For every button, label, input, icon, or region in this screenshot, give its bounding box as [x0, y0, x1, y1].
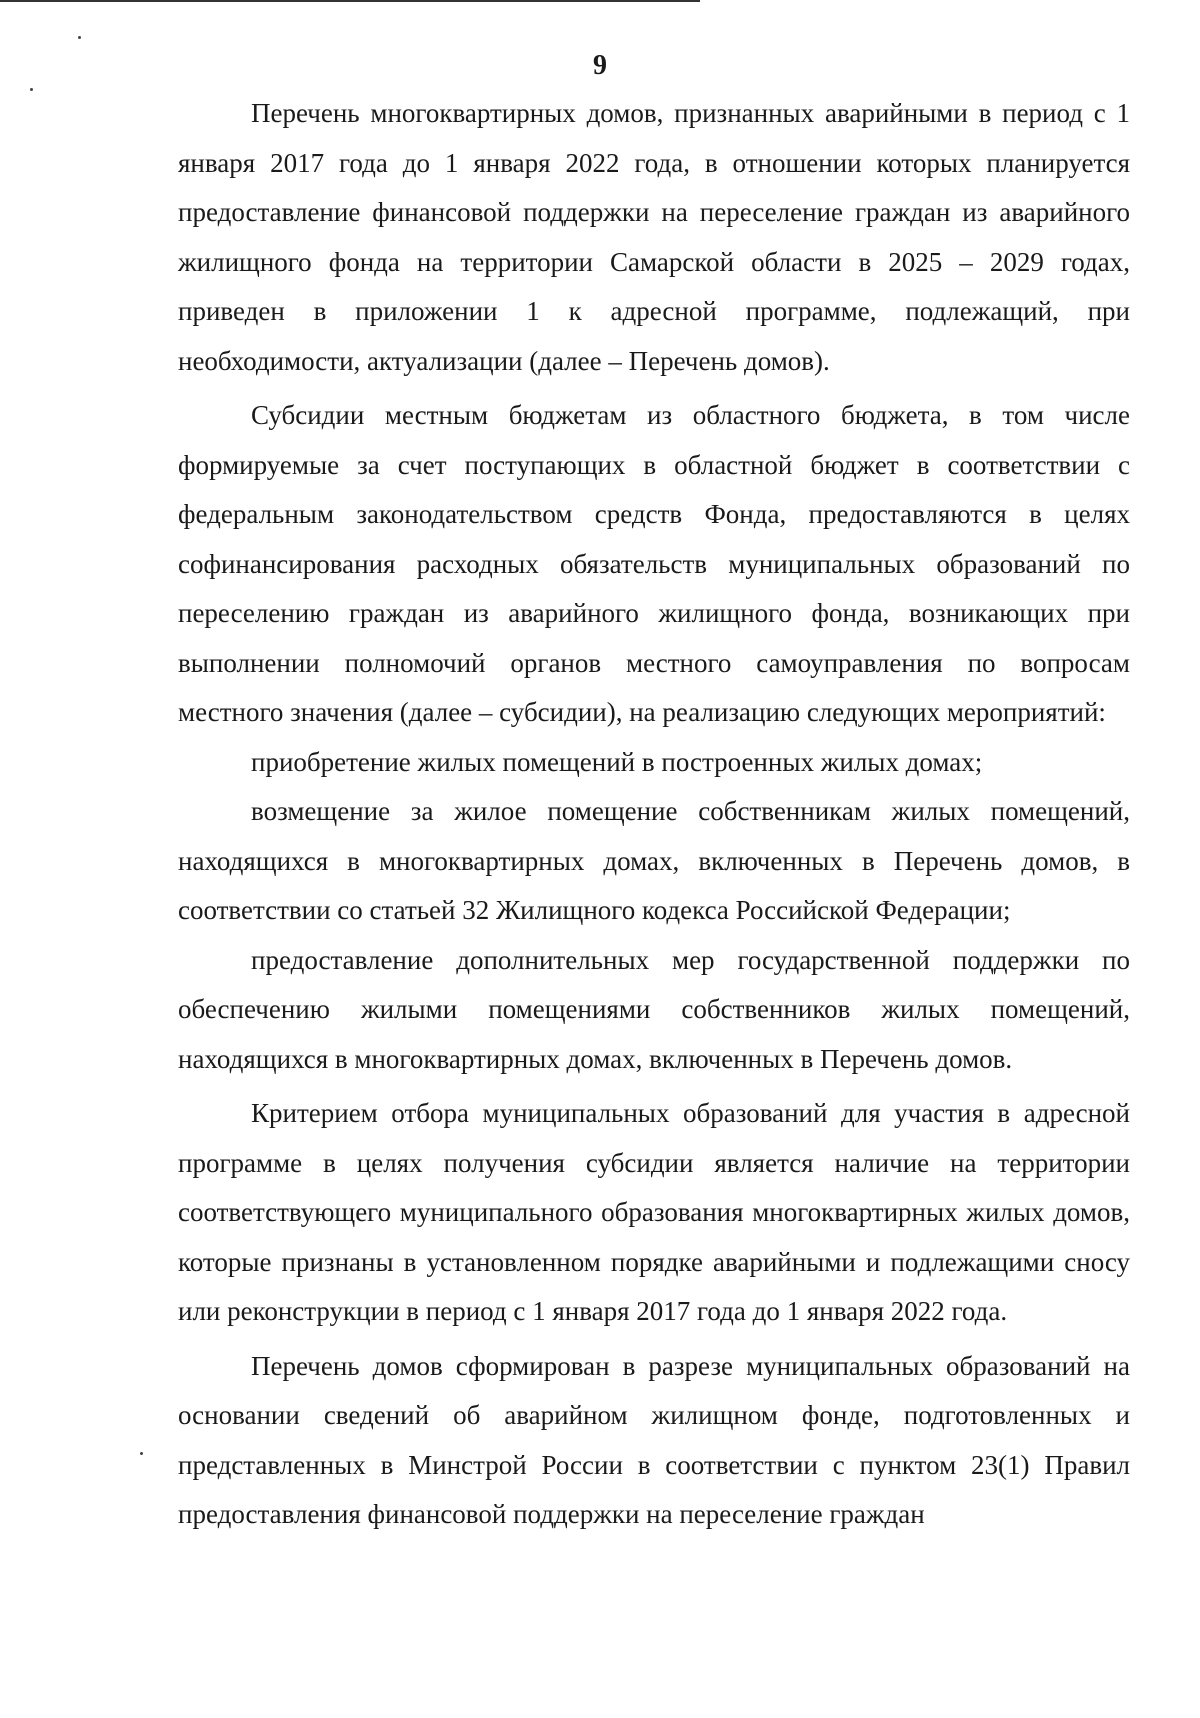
scan-top-edge-line: [0, 0, 700, 2]
paragraph-list-formation: Перечень домов сформирован в разрезе муниципальных образований на основании сведений об аварийном жилищном фонде, подготовленных и представленных в Минстрой России в соответствии с пунктом 23(1) Правил предоставления финансовой поддержки на переселение граждан: [178, 1350, 1130, 1529]
paragraph-measure-compensation: возмещение за жилое помещение собственникам жилых помещений, находящихся в многоквартирных домах, включенных в Перечень домов, в соответствии со статьей 32 Жилищного кодекса Российской Федерации;: [178, 796, 1130, 925]
paragraph-measure-additional-support: предоставление дополнительных мер государственной поддержки по обеспечению жилыми помещениями собственников жилых помещений, находящихся в многоквартирных домах, включенных в Перечень домов.: [178, 944, 1130, 1074]
scan-speck: [140, 1452, 143, 1455]
scan-speck: [78, 36, 81, 39]
page-number: 9: [593, 50, 607, 81]
paragraph-list-of-houses: Перечень многоквартирных домов, признанных аварийными в период с 1 января 2017 года до 1 января 2022 года, в отношении которых планируется предоставление финансовой поддержки на переселение граждан из аварийного жилищного фонда на территории Самарской области в 2025 – 2029 годах, приведен в приложении 1 к адресной программе, подлежащий, при необходимости, актуализации (далее – Перечень домов).: [178, 98, 1130, 376]
paragraph-measure-acquisition: приобретение жилых помещений в построенных жилых домах;: [251, 746, 983, 777]
scan-speck: [30, 88, 33, 91]
document-body: [178, 89, 1130, 1540]
paragraph-selection-criterion: Критерием отбора муниципальных образований для участия в адресной программе в целях получения субсидии является наличие на территории соответствующего муниципального образования многоквартирных жилых домов, которые признаны в установленном порядке аварийными и подлежащими сносу или реконструкции в период с 1 января 2017 года до 1 января 2022 года.: [178, 1098, 1130, 1326]
paragraph-subsidies: Субсидии местным бюджетам из областного бюджета, в том числе формируемые за счет поступающих в областной бюджет в соответствии с федеральным законодательством средств Фонда, предоставляются в целях софинансирования расходных обязательств муниципальных образований по переселению граждан из аварийного жилищного фонда, возникающих при выполнении полномочий органов местного самоуправления по вопросам местного значения (далее – субсидии), на реализацию следующих мероприятий:: [178, 400, 1130, 727]
